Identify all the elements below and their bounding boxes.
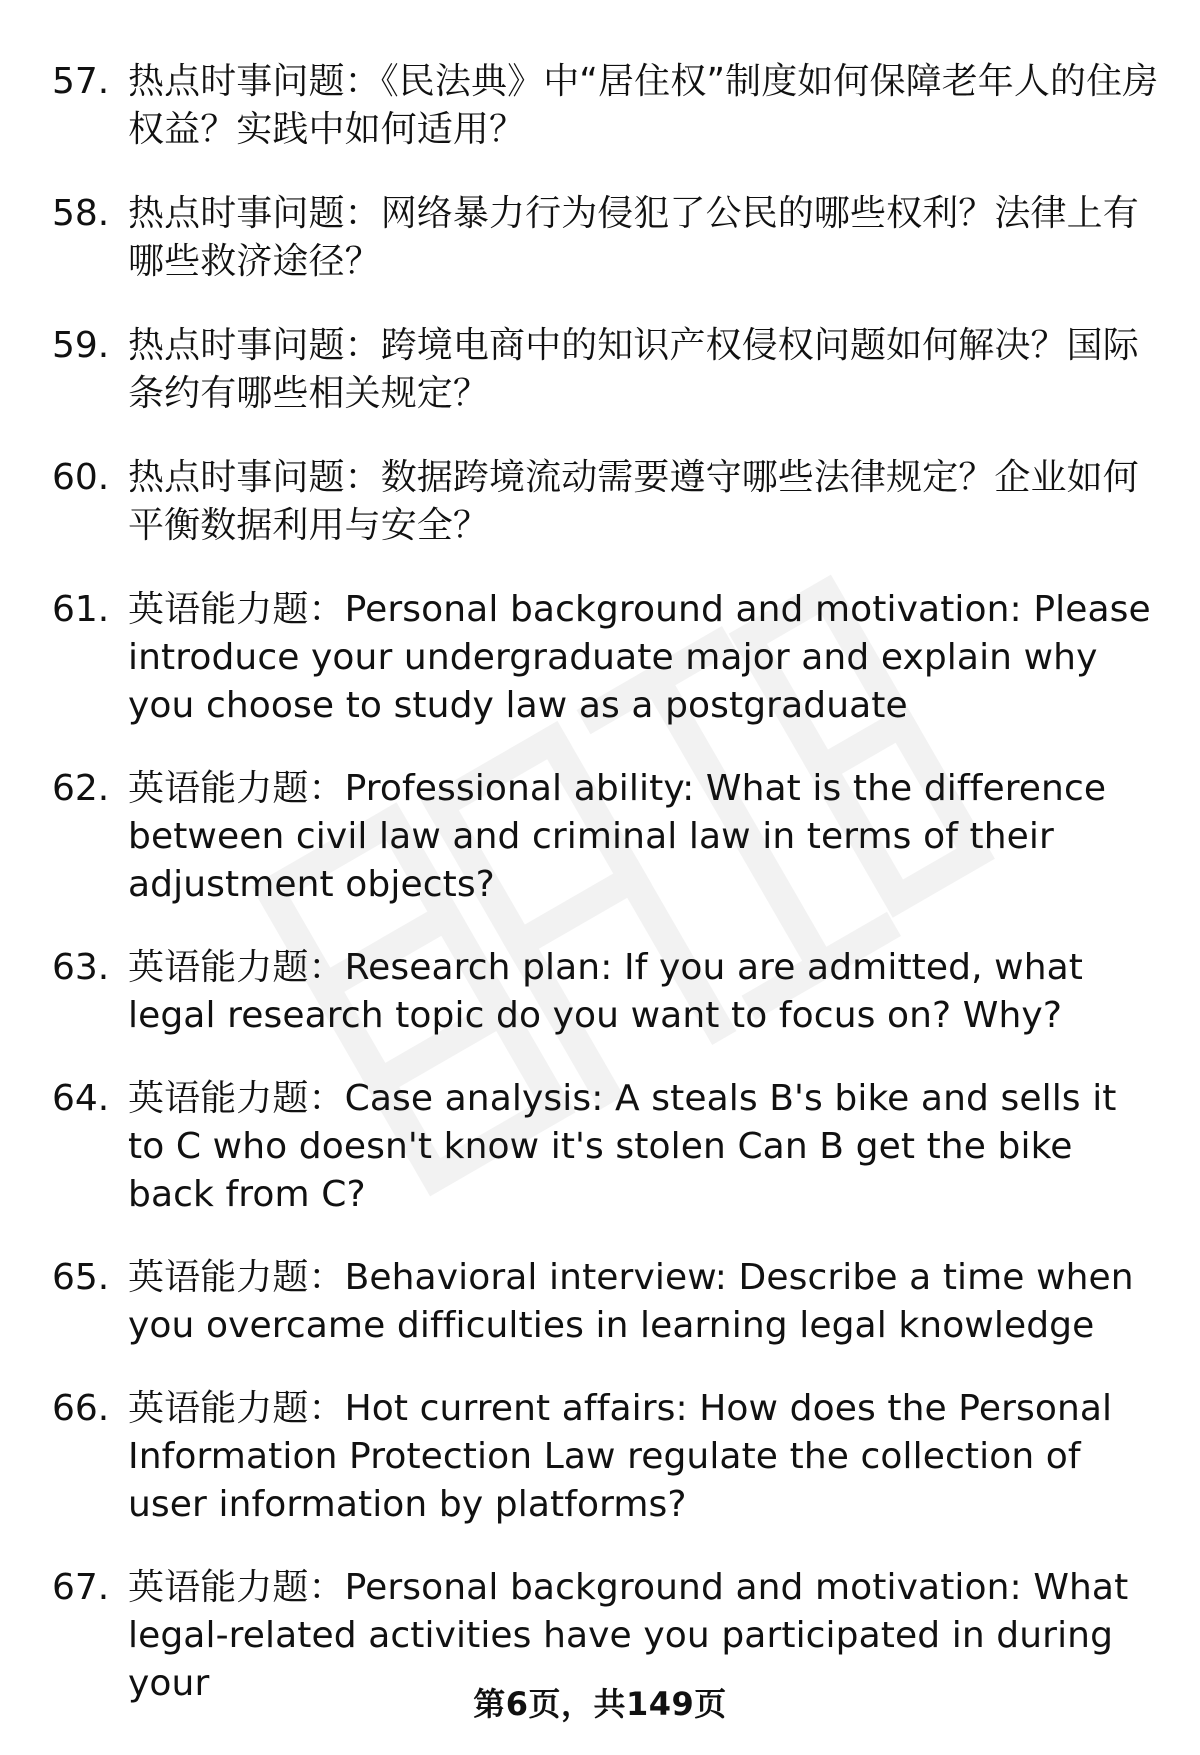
question-item: [52, 58, 1162, 154]
question-item: [52, 1385, 1162, 1529]
question-text: 英语能力题：Case analysis: A steals B's bike and sells it to C who doesn't know it's stolen Can B get the bike back from C?: [128, 1078, 1117, 1215]
question-number: 59.: [52, 325, 110, 366]
question-number: 63.: [52, 947, 110, 988]
question-text: 英语能力题：Personal background and motivation: What legal-related activities have you participated in during your: [128, 1567, 1129, 1704]
question-item: [52, 944, 1162, 1040]
question-number: 58.: [52, 193, 110, 234]
question-number: 57.: [52, 61, 110, 102]
question-number: 60.: [52, 457, 110, 498]
question-item: [52, 1254, 1162, 1350]
question-number: 64.: [52, 1078, 110, 1119]
question-text: 热点时事问题：跨境电商中的知识产权侵权问题如何解决？国际条约有哪些相关规定？: [128, 325, 1139, 414]
question-item: [52, 586, 1162, 730]
question-text: 英语能力题：Research plan: If you are admitted, what legal research topic do you want to focus on? Why?: [128, 947, 1083, 1036]
question-text: 英语能力题：Hot current affairs: How does the Personal Information Protection Law regulate the collection of user information by platforms?: [128, 1388, 1113, 1525]
question-text: 热点时事问题：数据跨境流动需要遵守哪些法律规定？企业如何平衡数据利用与安全？: [128, 457, 1139, 546]
question-number: 67.: [52, 1567, 110, 1608]
question-number: 62.: [52, 768, 110, 809]
question-number: 66.: [52, 1388, 110, 1429]
question-item: [52, 765, 1162, 909]
question-item: [52, 190, 1162, 286]
question-text: 热点时事问题：《民法典》中“居住权”制度如何保障老年人的住房权益？实践中如何适用？: [128, 61, 1159, 150]
page-footer: [0, 1684, 1200, 1724]
question-text: 英语能力题：Behavioral interview: Describe a time when you overcame difficulties in learning legal knowledge: [128, 1257, 1134, 1346]
question-text: 英语能力题：Professional ability: What is the difference between civil law and criminal law in terms of their adjustment objects?: [128, 768, 1107, 905]
question-item: [52, 322, 1162, 418]
question-text: 英语能力题：Personal background and motivation: Please introduce your undergraduate major and explain why you choose to study law as a postgraduate: [128, 589, 1151, 726]
question-item: [52, 454, 1162, 550]
question-list: [52, 58, 1162, 1708]
question-text: 热点时事问题：网络暴力行为侵犯了公民的哪些权利？法律上有哪些救济途径？: [128, 193, 1139, 282]
question-item: [52, 1075, 1162, 1219]
question-number: 61.: [52, 589, 110, 630]
page-number-label: 第6页，共149页: [473, 1685, 727, 1723]
question-number: 65.: [52, 1257, 110, 1298]
